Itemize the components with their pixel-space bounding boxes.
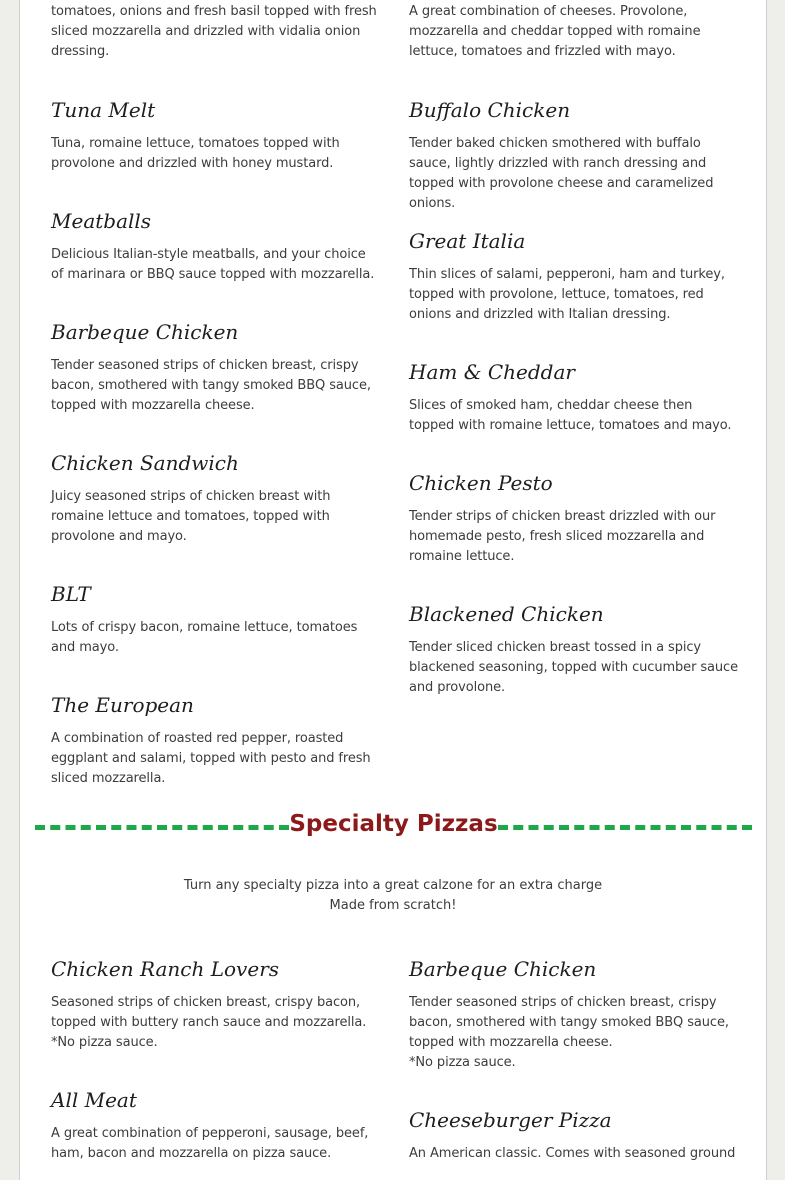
subtitle-line: Made from scratch! xyxy=(329,898,457,913)
subtitle-line: Turn any specialty pizza into a great calzone for an extra charge xyxy=(183,878,603,893)
section-header xyxy=(35,800,752,850)
menu-item xyxy=(409,228,739,325)
item-name: All Meat xyxy=(51,1088,137,1112)
menu-item xyxy=(51,97,381,174)
menu-item xyxy=(409,2,739,62)
item-description: Tender sliced chicken breast tossed in a spicy blackened seasoning, topped with cucumber sauce and provolone. xyxy=(409,640,738,695)
item-name: Chicken Ranch Lovers xyxy=(51,957,280,981)
item-description: An American classic. Comes with seasoned ground xyxy=(409,1146,736,1161)
item-description: Slices of smoked ham, cheddar cheese then topped with romaine lettuce, tomatoes and mayo. xyxy=(409,398,732,433)
item-description: Juicy seasoned strips of chicken breast with romaine lettuce and tomatoes, topped with provolone and mayo. xyxy=(51,489,331,544)
item-description: Tender seasoned strips of chicken breast, crispy bacon, smothered with tangy smoked BBQ sauce, topped with mozzarella cheese. xyxy=(409,995,729,1050)
item-description: A combination of roasted red pepper, roasted eggplant and salami, topped with pesto and fresh sliced mozzarella. xyxy=(51,731,371,786)
item-name: BLT xyxy=(51,582,91,606)
item-description: Tender seasoned strips of chicken breast, crispy bacon, smothered with tangy smoked BBQ sauce, topped with mozzarella cheese. xyxy=(51,358,371,413)
item-name: Buffalo Chicken xyxy=(409,98,571,122)
menu-item xyxy=(51,208,381,285)
item-description: Tender strips of chicken breast drizzled with our homemade pesto, fresh sliced mozzarella and romaine lettuce. xyxy=(409,509,716,564)
item-name: Tuna Melt xyxy=(51,98,156,122)
item-description: Tuna, romaine lettuce, tomatoes topped with provolone and drizzled with honey mustard. xyxy=(51,136,340,171)
divider-right xyxy=(498,825,752,830)
item-description: Tender baked chicken smothered with buffalo sauce, lightly drizzled with ranch dressing and topped with provolone cheese and caramelized onions. xyxy=(409,136,714,211)
menu-item xyxy=(409,1107,739,1164)
item-description: Lots of crispy bacon, romaine lettuce, tomatoes and mayo. xyxy=(51,620,358,655)
item-description: tomatoes, onions and fresh basil topped with fresh sliced mozzarella and drizzled with vidalia onion dressing. xyxy=(51,4,377,59)
item-name: Meatballs xyxy=(51,209,152,233)
menu-item xyxy=(409,470,739,567)
menu-item xyxy=(409,601,739,698)
menu-item xyxy=(51,450,381,547)
menu-item xyxy=(51,1087,381,1164)
item-description: Seasoned strips of chicken breast, crispy bacon, topped with buttery ranch sauce and mozzarella. xyxy=(51,995,367,1030)
item-name: The European xyxy=(51,693,194,717)
item-note: *No pizza sauce. xyxy=(51,1035,158,1050)
item-name: Blackened Chicken xyxy=(409,602,604,626)
section-subtitle xyxy=(20,876,766,916)
item-description: A great combination of pepperoni, sausage, beef, ham, bacon and mozzarella on pizza sauce. xyxy=(51,1126,369,1161)
menu-item xyxy=(409,97,739,214)
item-name: Barbeque Chicken xyxy=(409,957,597,981)
item-name: Barbeque Chicken xyxy=(51,320,239,344)
menu-item xyxy=(409,956,739,1073)
menu-item xyxy=(51,692,381,789)
item-name: Ham & Cheddar xyxy=(409,360,575,384)
item-name: Cheeseburger Pizza xyxy=(409,1108,612,1132)
menu-item xyxy=(51,581,381,658)
menu-item xyxy=(51,319,381,416)
section-title: Specialty Pizzas xyxy=(289,811,498,837)
item-note: *No pizza sauce. xyxy=(409,1055,516,1070)
menu-page xyxy=(19,0,767,1180)
item-description: Thin slices of salami, pepperoni, ham and turkey, topped with provolone, lettuce, tomatoes, red onions and drizzled with Italian dressing. xyxy=(409,267,725,322)
item-description: A great combination of cheeses. Provolone, mozzarella and cheddar topped with romaine lettuce, tomatoes and frizzled with mayo. xyxy=(409,4,701,59)
item-name: Chicken Pesto xyxy=(409,471,553,495)
menu-item xyxy=(51,2,381,62)
menu-item xyxy=(409,359,739,436)
menu-item xyxy=(51,956,381,1053)
item-description: Delicious Italian-style meatballs, and your choice of marinara or BBQ sauce topped with mozzarella. xyxy=(51,247,375,282)
item-name: Great Italia xyxy=(409,229,526,253)
item-name: Chicken Sandwich xyxy=(51,451,239,475)
